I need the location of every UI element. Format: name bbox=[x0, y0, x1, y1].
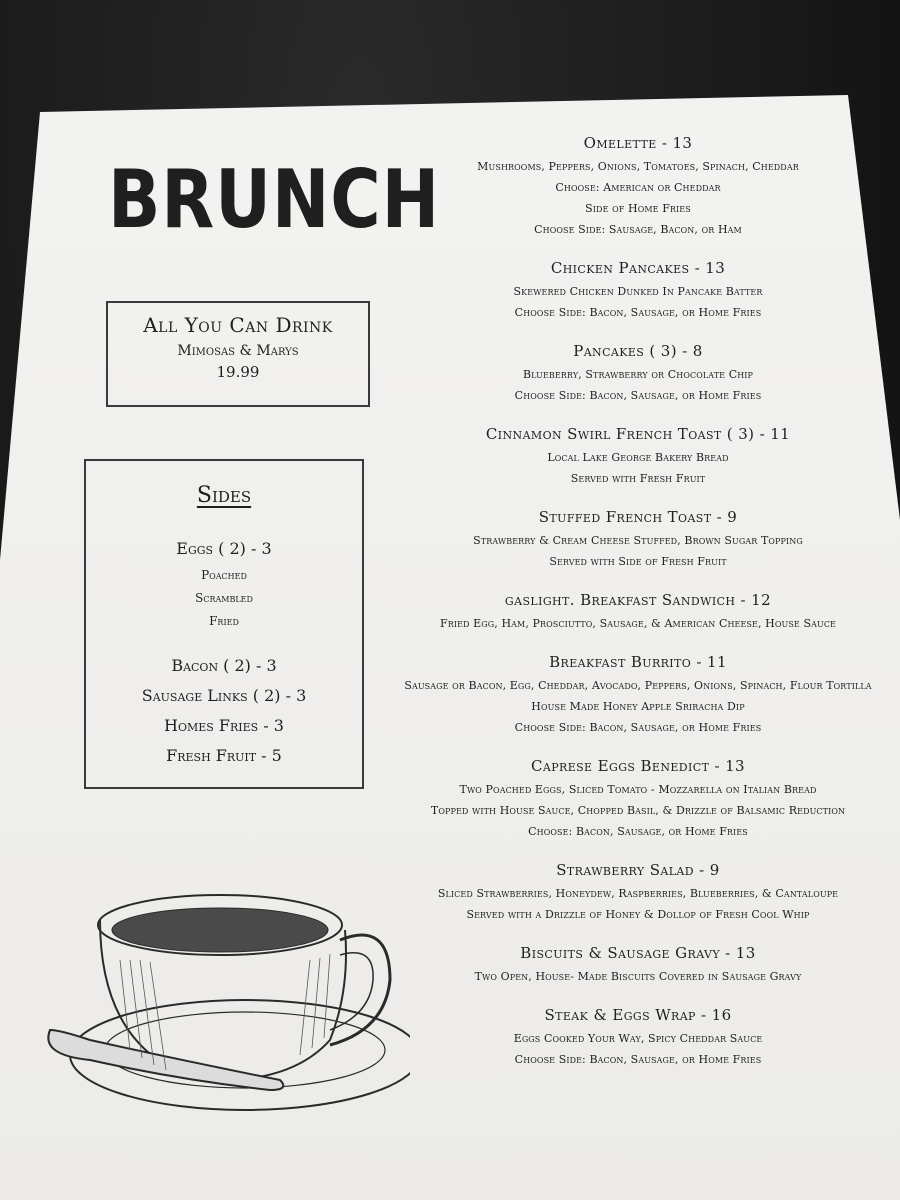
coffee-cup-illustration bbox=[30, 880, 410, 1140]
menu-item-description: Choose Side: Bacon, Sausage, or Home Fries bbox=[514, 1053, 762, 1066]
menu-item bbox=[400, 649, 876, 738]
menu-item-name: gaslight. Breakfast Sandwich - 12 bbox=[504, 591, 772, 609]
menu-item-name: Breakfast Burrito - 11 bbox=[549, 653, 727, 671]
menu-item-description: Two Poached Eggs, Sliced Tomato - Mozzarella on Italian Bread bbox=[459, 783, 817, 796]
drink-box-price: 19.99 bbox=[216, 363, 260, 381]
menu-item-description: Topped with House Sauce, Chopped Basil, & Drizzle of Balsamic Reduction bbox=[430, 804, 846, 817]
menu-item-description: Skewered Chicken Dunked In Pancake Batter bbox=[513, 285, 763, 298]
menu-item-name: Omelette - 13 bbox=[583, 134, 693, 152]
menu-item-name: Stuffed French Toast - 9 bbox=[538, 508, 738, 526]
menu-item-description: Served with Side of Fresh Fruit bbox=[549, 555, 727, 568]
menu-title: BRUNCH bbox=[108, 153, 441, 246]
menu-item-description: Mushrooms, Peppers, Onions, Tomatoes, Spinach, Cheddar bbox=[477, 160, 799, 173]
menu-item-description: Sliced Strawberries, Honeydew, Raspberries, Blueberries, & Cantaloupe bbox=[437, 887, 839, 900]
menu-item-description: Side of Home Fries bbox=[585, 202, 691, 215]
menu-item-description: Choose: American or Cheddar bbox=[555, 181, 721, 194]
menu-item-description: Eggs Cooked Your Way, Spicy Cheddar Sauce bbox=[513, 1032, 763, 1045]
menu-item bbox=[400, 940, 876, 987]
menu-item-name: Steak & Eggs Wrap - 16 bbox=[544, 1006, 732, 1024]
menu-item bbox=[400, 255, 876, 323]
side-item-bacon: Bacon ( 2) - 3 bbox=[171, 656, 277, 675]
sides-title: Sides bbox=[196, 483, 252, 508]
egg-option-fried: Fried bbox=[209, 614, 239, 628]
menu-item-description: Two Open, House- Made Biscuits Covered in Sausage Gravy bbox=[474, 970, 802, 983]
menu-item-description: Strawberry & Cream Cheese Stuffed, Brown Sugar Topping bbox=[473, 534, 803, 547]
menu-item-description: Choose Side: Bacon, Sausage, or Home Fries bbox=[514, 306, 762, 319]
side-item-home-fries: Homes Fries - 3 bbox=[164, 716, 284, 735]
menu-item bbox=[400, 1002, 876, 1070]
menu-item-name: Caprese Eggs Benedict - 13 bbox=[530, 757, 745, 775]
menu-item-description: Choose Side: Bacon, Sausage, or Home Fries bbox=[514, 389, 762, 402]
menu-item-description: Fried Egg, Ham, Prosciutto, Sausage, & American Cheese, House Sauce bbox=[440, 617, 836, 630]
sides-box bbox=[84, 459, 364, 789]
side-item-eggs: Eggs ( 2) - 3 bbox=[176, 539, 272, 558]
side-item-fresh-fruit: Fresh Fruit - 5 bbox=[166, 746, 282, 765]
menu-item-name: Chicken Pancakes - 13 bbox=[550, 259, 726, 277]
drink-box-subtitle: Mimosas & Marys bbox=[177, 343, 299, 359]
egg-option-scrambled: Scrambled bbox=[195, 591, 253, 605]
menu-item bbox=[400, 587, 876, 634]
menu-item-name: Pancakes ( 3) - 8 bbox=[573, 342, 703, 360]
menu-item bbox=[400, 421, 876, 489]
menu-item-description: Served with a Drizzle of Honey & Dollop of Fresh Cool Whip bbox=[466, 908, 810, 921]
menu-item-name: Cinnamon Swirl French Toast ( 3) - 11 bbox=[485, 425, 791, 443]
all-you-can-drink-box bbox=[106, 301, 370, 407]
menu-item-description: Choose Side: Sausage, Bacon, or Ham bbox=[534, 223, 742, 236]
menu-item bbox=[400, 130, 876, 240]
egg-option-poached: Poached bbox=[201, 568, 247, 582]
menu-item bbox=[400, 857, 876, 925]
menu-item-name: Biscuits & Sausage Gravy - 13 bbox=[520, 944, 756, 962]
menu-item bbox=[400, 753, 876, 842]
menu-item-description: Served with Fresh Fruit bbox=[570, 472, 706, 485]
menu-item-description: Choose: Bacon, Sausage, or Home Fries bbox=[528, 825, 748, 838]
menu-item-description: House Made Honey Apple Sriracha Dip bbox=[531, 700, 745, 713]
menu-item-description: Blueberry, Strawberry or Chocolate Chip bbox=[522, 368, 754, 381]
menu-item bbox=[400, 504, 876, 572]
menu-item-name: Strawberry Salad - 9 bbox=[556, 861, 720, 879]
sides-spacer bbox=[86, 633, 362, 651]
menu-items-list bbox=[400, 130, 876, 1085]
menu-item bbox=[400, 338, 876, 406]
drink-box-title: All You Can Drink bbox=[143, 313, 333, 337]
menu-item-description: Local Lake George Bakery Bread bbox=[547, 451, 729, 464]
menu-item-description: Choose Side: Bacon, Sausage, or Home Fries bbox=[514, 721, 762, 734]
side-item-sausage-links: Sausage Links ( 2) - 3 bbox=[141, 686, 307, 705]
menu-item-description: Sausage or Bacon, Egg, Cheddar, Avocado, Peppers, Onions, Spinach, Flour Tortilla bbox=[404, 679, 872, 692]
